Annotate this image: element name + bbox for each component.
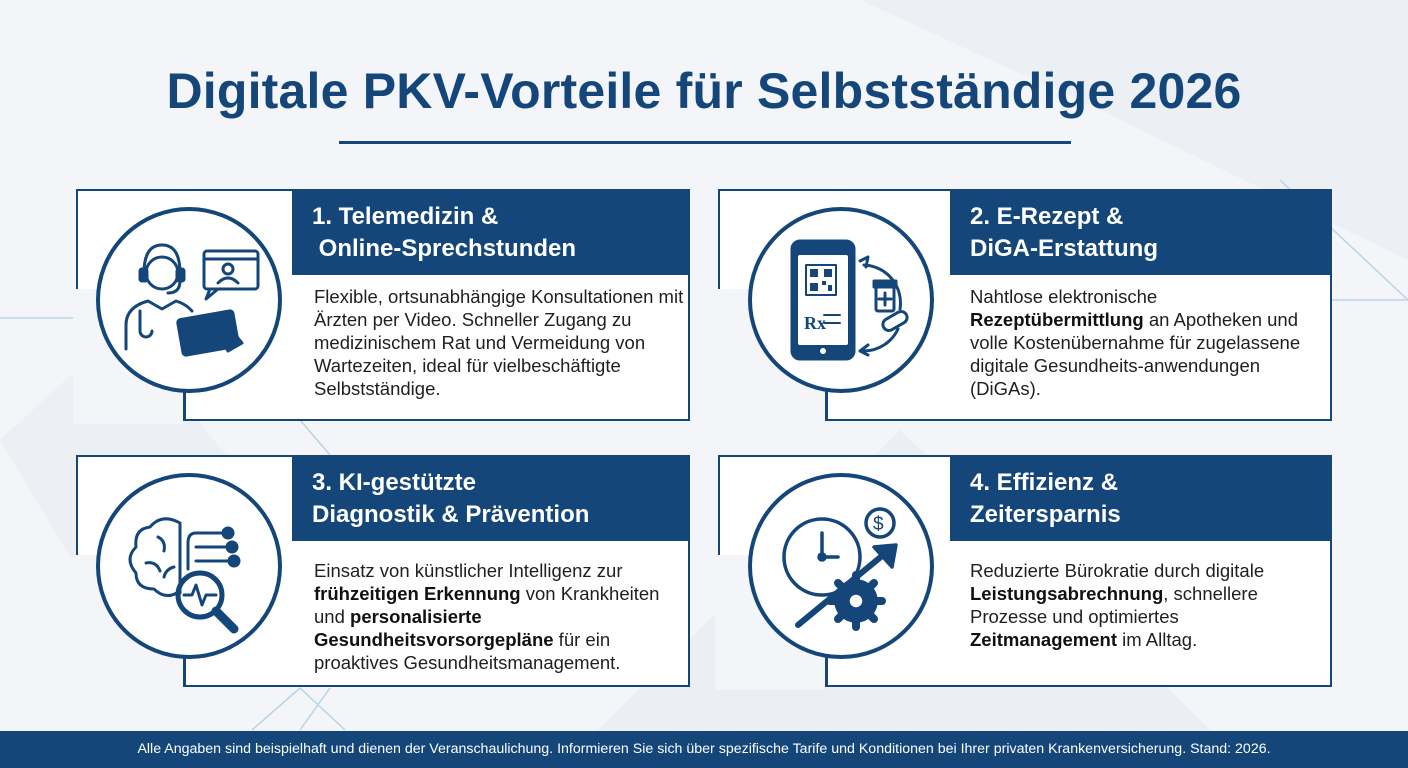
card-title-line2: DiGA-Erstattung (970, 235, 1158, 262)
card-header (950, 455, 1332, 541)
card-title-line1: 3. KI-gestützte (312, 469, 477, 496)
card-title-line1: 1. Telemedizin & (312, 203, 499, 230)
telemedicine-doctor-icon (100, 211, 278, 389)
clock-gear-growth-icon (752, 477, 930, 655)
icon-circle (748, 207, 934, 393)
card-description: Einsatz von künstlicher Intelligenz zur frühzeitigen Erkennung von Krankheiten und personalisierte Gesundheitsvorsorgepläne für ein proaktives Gesundheitsmanagement. (314, 560, 660, 673)
svg-text:Rx: Rx (804, 313, 826, 333)
page-title: Digitale PKV-Vorteile für Selbstständige 2026 (166, 63, 1242, 119)
footer-disclaimer: Alle Angaben sind beispielhaft und dienen der Veranschaulichung. Informieren Sie sich über spezifische Tarife und Konditionen bei Ihrer privaten Krankenversicherung. Stand: 2026. (0, 731, 1408, 768)
ai-brain-diagnostics-icon (100, 477, 278, 655)
icon-circle (748, 473, 934, 659)
card-description: Flexible, ortsunabhängige Konsultationen mit Ärzten per Video. Schneller Zugang zu medizinischem Rat und Vermeidung von Wartezeiten, ideal für vielbeschäftigte Selbstständige. (314, 286, 684, 399)
card-telemedizin (76, 189, 690, 421)
card-description: Reduzierte Bürokratie durch digitale Leistungsabrechnung, schnellere Prozesse und optimiertes Zeitmanagement im Alltag. (970, 560, 1265, 650)
card-title-line1: 4. Effizienz & (970, 469, 1119, 496)
card-ki-diagnostik (76, 455, 690, 687)
icon-circle (96, 207, 282, 393)
card-title-line1: 2. E-Rezept & (970, 203, 1124, 230)
card-header (292, 189, 690, 275)
card-effizienz (718, 455, 1332, 687)
smartphone-prescription-icon (752, 211, 930, 389)
icon-circle (96, 473, 282, 659)
card-header (292, 455, 690, 541)
svg-text:$: $ (873, 514, 884, 535)
card-title-line2: Zeitersparnis (970, 501, 1121, 528)
title-underline (339, 141, 1071, 144)
card-title-line2: Diagnostik & Prävention (312, 501, 590, 528)
card-e-rezept (718, 189, 1332, 421)
card-header (950, 189, 1332, 275)
card-description: Nahtlose elektronische Rezeptübermittlung an Apotheken und volle Kostenübernahme für zugelassene digitale Gesundheits-anwendungen (DiGAs). (970, 286, 1301, 399)
card-title-line2: Online-Sprechstunden (312, 235, 577, 262)
